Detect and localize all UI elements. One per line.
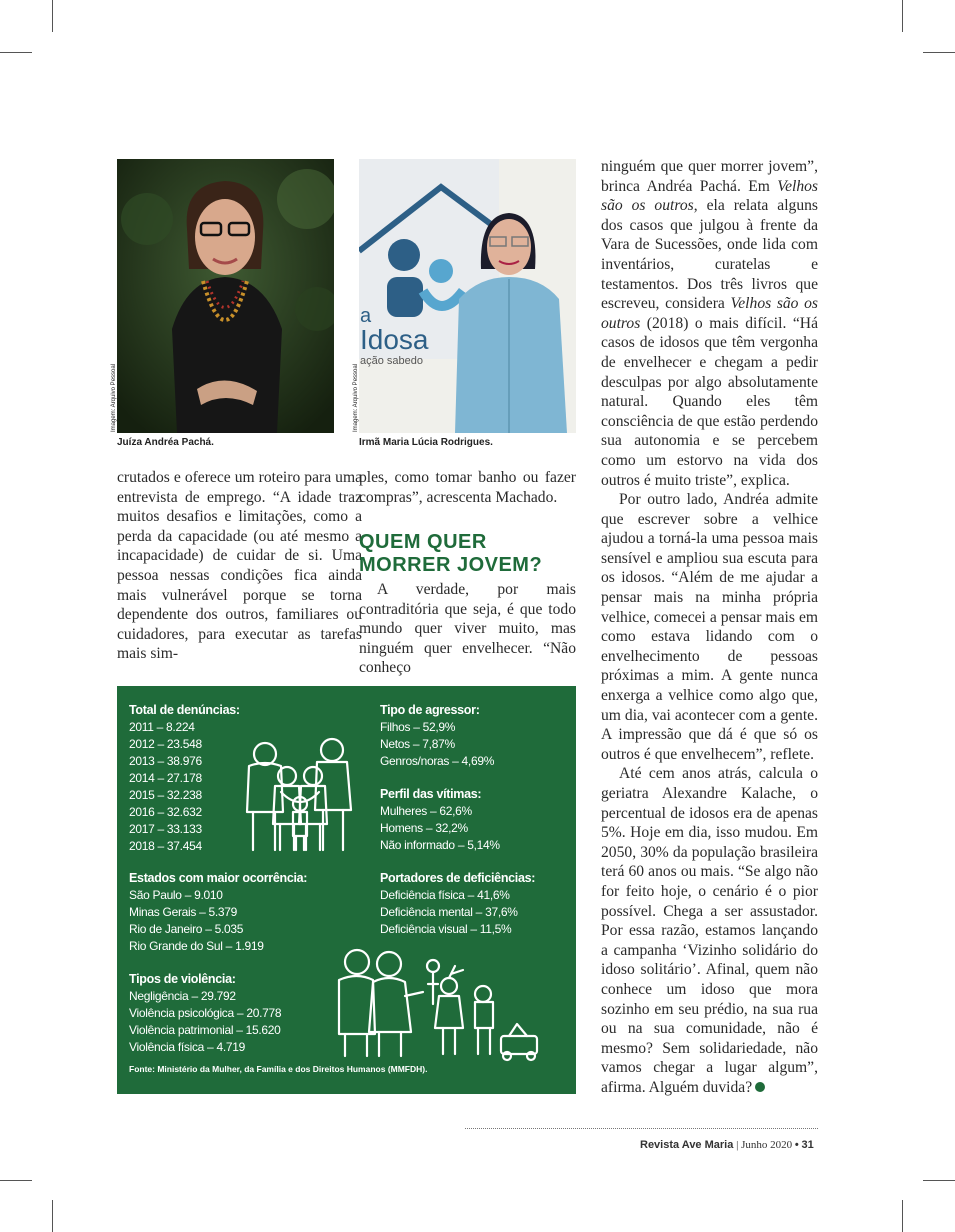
portrait-illustration xyxy=(117,159,334,433)
stat-row: Não informado – 5,14% xyxy=(380,838,500,852)
heading-line: QUEM QUER xyxy=(359,531,487,553)
sign-text: ação sabedo xyxy=(360,355,423,367)
stat-row: 2018 – 37.454 xyxy=(129,839,202,853)
crop-mark xyxy=(923,1180,955,1181)
stat-title: Tipos de violência: xyxy=(129,972,236,986)
paragraph: ples, como tomar banho ou fazer compras”, acrescenta Machado. xyxy=(359,469,576,506)
stat-row: Homens – 32,2% xyxy=(380,821,468,835)
stat-row: Deficiência visual – 11,5% xyxy=(380,922,512,936)
paragraph: Por outro lado, Andréa admite que escrever sobre a velhice ajudou a torná-la uma pessoa mais sensível e ampliou sua escuta para os idosos. “Além de me ajudar a pensar mais na minha própria velhice, comecei a pensar mais em como estava lidando com o envelhecimento de pessoas próximas a mim. A gente nunca enxerga a velhice como algo que, um dia, vai acontecer com a gente. A impressão que dá é que só os outros é que envelhecem”, reflete. xyxy=(601,491,818,763)
crop-mark xyxy=(902,1200,903,1232)
stat-row: 2012 – 23.548 xyxy=(129,737,202,751)
stat-row: São Paulo – 9.010 xyxy=(129,888,223,902)
sign-text: Idosa xyxy=(360,324,429,355)
stat-denuncias xyxy=(129,702,240,855)
page-number: 31 xyxy=(801,1139,814,1151)
article-column-middle-2 xyxy=(359,580,576,678)
stat-estados xyxy=(129,870,307,955)
footer-separator: | xyxy=(736,1139,739,1151)
stat-row: Mulheres – 62,6% xyxy=(380,804,472,818)
stat-row: 2015 – 32.238 xyxy=(129,788,202,802)
stat-title: Total de denúncias: xyxy=(129,703,240,717)
stat-row: Rio Grande do Sul – 1.919 xyxy=(129,939,264,953)
family-illustration xyxy=(235,732,365,856)
article-column-middle xyxy=(359,468,576,507)
stat-row: Deficiência mental – 37,6% xyxy=(380,905,518,919)
photo-credit: Imagem: Arquivo Pessoal xyxy=(111,363,117,432)
stat-row: Violência física – 4.719 xyxy=(129,1040,245,1054)
grandparents-illustration xyxy=(331,944,551,1062)
stat-row: 2016 – 32.632 xyxy=(129,805,202,819)
stat-row: 2011 – 8.224 xyxy=(129,720,195,734)
stat-title: Tipo de agressor: xyxy=(380,703,480,717)
crop-mark xyxy=(52,0,53,32)
photo-andrea-pacha xyxy=(117,159,334,433)
article-column-right xyxy=(601,157,818,1098)
portrait-illustration xyxy=(359,159,576,433)
stat-title: Estados com maior ocorrência: xyxy=(129,871,308,885)
stat-row: 2017 – 33.133 xyxy=(129,822,202,836)
paragraph: ninguém que quer morrer jovem”, brinca Andréa Pachá. Em Velhos são os outros, ela relata alguns dos casos que julgou à frente da Vara de Sucessões, onde lida com inventários, curatelas e testamentos. Dos três livros que escreveu, considera Velhos são os outros (2018) o mais difícil. “Há casos de idosos que têm vergonha de envelhecer e chegam a pedir desculpas por algo absolutamente natural. Quando eles têm consciência de que estão perdendo sua autonomia e se percebem como um estorvo na vida dos outros é muito triste”, explica. xyxy=(601,158,818,489)
page-footer xyxy=(640,1139,814,1151)
stats-box xyxy=(117,686,576,1094)
stat-row: Genros/noras – 4,69% xyxy=(380,754,495,768)
footer-bullet: • xyxy=(794,1139,799,1151)
stat-row: Deficiência física – 41,6% xyxy=(380,888,510,902)
stat-deficiencias xyxy=(380,870,535,938)
stat-perfil xyxy=(380,786,500,854)
source-note: Fonte: Ministério da Mulher, da Família e dos Direitos Humanos (MMFDH). xyxy=(129,1064,428,1074)
crop-mark xyxy=(0,1180,32,1181)
paragraph: crutados e oferece um roteiro para uma entrevista de emprego. “A idade traz muitos desafios e limitações, como a perda da capacidade (ou até mesmo a incapacidade) de cuidar de si. Uma pessoa nessas condições fica ainda mais vulnerável porque se torna dependente dos outros, familiares ou cuidadores, para executar as tarefas mais sim- xyxy=(117,469,362,663)
stat-row: Netos – 7,87% xyxy=(380,737,455,751)
stat-row: Negligência – 29.792 xyxy=(129,989,236,1003)
article-column-left xyxy=(117,468,362,664)
photo-credit: Imagem: Arquivo Pessoal xyxy=(353,363,359,432)
section-heading xyxy=(359,531,542,577)
stat-agressor xyxy=(380,702,494,770)
stat-title: Portadores de deficiências: xyxy=(380,871,536,885)
heading-line: MORRER JOVEM? xyxy=(359,554,543,576)
crop-mark xyxy=(923,52,955,53)
end-mark-icon xyxy=(755,1082,765,1092)
crop-mark xyxy=(52,1200,53,1232)
stat-row: Violência patrimonial – 15.620 xyxy=(129,1023,281,1037)
photo-caption: Irmã Maria Lúcia Rodrigues. xyxy=(359,437,493,448)
paragraph: Até cem anos atrás, calcula o geriatra Alexandre Kalache, o percentual de idosos era de apenas 5%. Hoje em dia, isso mudou. Em 2050, 30% da população brasileira terá 60 anos ou mais. “Se algo não for feito hoje, o cenário é o pior possível. Chega a ser assustador. Por essa razão, estamos lançando a campanha ‘Vizinho solidário do idoso solitário’. Afinal, quem não conhece um idoso que mora sozinho em seu prédio, na sua rua ou na sua comunidade, não é mesmo? Sem solidariedade, não vamos chegar a lugar algum”, afirma. Alguém duvida? xyxy=(601,765,818,1096)
stat-violencia xyxy=(129,971,281,1056)
stat-row: Minas Gerais – 5.379 xyxy=(129,905,238,919)
crop-mark xyxy=(902,0,903,32)
photo-maria-lucia xyxy=(359,159,576,433)
issue-date: Junho 2020 xyxy=(741,1139,793,1151)
paragraph: A verdade, por mais contraditória que seja, é que todo mundo quer viver muito, mas ninguém quer envelhecer. “Não conheço xyxy=(359,581,576,677)
crop-mark xyxy=(0,52,32,53)
photo-caption: Juíza Andréa Pachá. xyxy=(117,437,214,448)
stat-row: 2014 – 27.178 xyxy=(129,771,202,785)
sign-text: a xyxy=(360,305,372,327)
stat-row: 2013 – 38.976 xyxy=(129,754,202,768)
magazine-name: Revista Ave Maria xyxy=(640,1139,734,1151)
stat-title: Perfil das vítimas: xyxy=(380,787,482,801)
stat-row: Violência psicológica – 20.778 xyxy=(129,1006,282,1020)
stat-row: Rio de Janeiro – 5.035 xyxy=(129,922,244,936)
footer-divider xyxy=(465,1128,818,1129)
stat-row: Filhos – 52,9% xyxy=(380,720,456,734)
